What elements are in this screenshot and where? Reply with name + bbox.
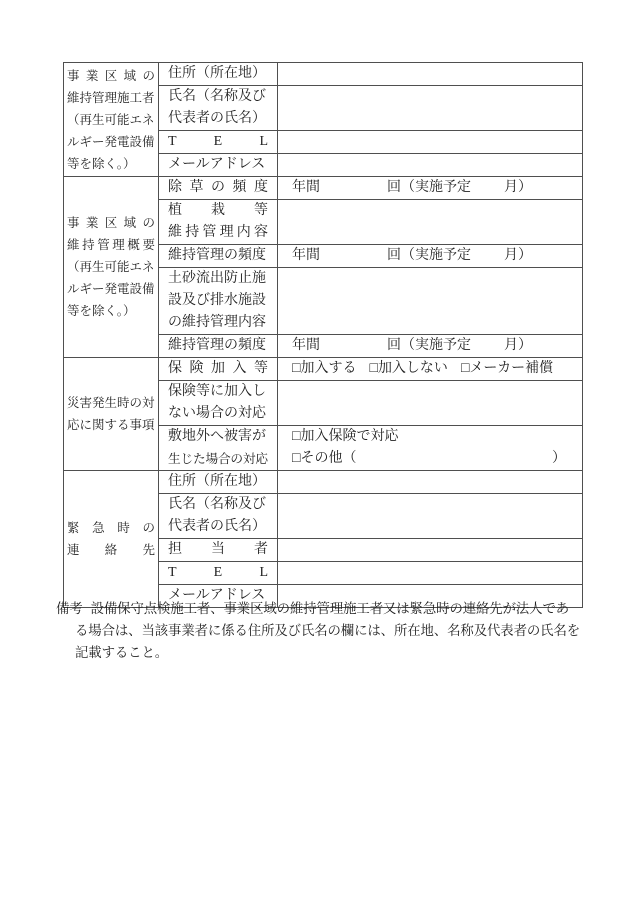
input-area-tel[interactable] (278, 562, 583, 585)
input-area-maintenance-frequency[interactable] (278, 245, 583, 268)
section-header-emergency-contact (64, 471, 159, 608)
input-area-email[interactable] (278, 154, 583, 177)
section-header-line: 事業区域の (67, 68, 155, 83)
section-header-line: （再生可能エネ (67, 260, 155, 274)
frequency-prefix: 年間 (292, 338, 320, 353)
frequency-suffix: 月） (504, 338, 532, 353)
input-area-sediment-drainage[interactable] (278, 268, 583, 335)
row-label-planting-maintenance: 植栽等 維持管理内容 (159, 200, 278, 245)
frequency-prefix: 年間 (292, 248, 320, 263)
input-area-tel[interactable] (278, 131, 583, 154)
section-header-line: 維持管理施工者 (67, 90, 155, 105)
row-label-offsite-damage-response: 敷地外へ被害が 生じた場合の対応 (159, 426, 278, 471)
insurance-option: □メーカー補償 (461, 358, 553, 380)
row-label-maintenance-frequency: 維持管理の頻度 (159, 245, 278, 268)
maintenance-form-table (63, 62, 583, 608)
section-header-line: 緊急時の (67, 521, 155, 535)
input-area-name[interactable] (278, 86, 583, 131)
remarks-note (56, 598, 596, 664)
row-label-tel: T E L (159, 562, 278, 585)
checkbox-icon[interactable]: □ (292, 429, 301, 444)
row-label-no-insurance-response: 保険等に加入し ない場合の対応 (159, 381, 278, 426)
section-header-disaster-response (64, 358, 159, 471)
offsite-option-other: □その他（ ） (278, 448, 582, 470)
checkbox-icon[interactable]: □ (292, 361, 301, 376)
row-label-tel: T E L (159, 131, 278, 154)
closing-paren: ） (552, 451, 566, 466)
section-header-line: ルギー発電設備 (67, 134, 155, 149)
row-label-weeding-frequency: 除草の頻度 (159, 177, 278, 200)
input-area-insurance[interactable] (278, 358, 583, 381)
note-label: 備考 (56, 601, 83, 616)
section-header-line: 災害発生時の対 (67, 396, 155, 410)
section-header-line: 維持管理概要 (67, 238, 155, 252)
note-line: る場合は、当該事業者に係る住所及び氏名の欄には、所在地、名称及代表者の氏名を (75, 623, 581, 638)
checkbox-icon[interactable]: □ (292, 451, 301, 466)
row-label-name: 氏名（名称及び 代表者の氏名） (159, 86, 278, 131)
section-header-maintenance-summary (64, 177, 159, 358)
section-header-line: （再生可能エネ (67, 112, 155, 127)
input-area-address[interactable] (278, 63, 583, 86)
frequency-prefix: 年間 (292, 180, 320, 195)
section-header-line: 連絡先 (67, 543, 155, 557)
row-label-address: 住所（所在地） (159, 63, 278, 86)
input-area-maintenance-frequency-2[interactable] (278, 335, 583, 358)
row-label-staff: 担当者 (159, 539, 278, 562)
section-header-line: 事業区域の (67, 216, 155, 230)
checkbox-icon[interactable]: □ (369, 361, 378, 376)
row-label-address: 住所（所在地） (159, 471, 278, 494)
section-header-line: 等を除く。） (67, 304, 136, 318)
row-label-maintenance-frequency-2: 維持管理の頻度 (159, 335, 278, 358)
note-line (56, 598, 596, 620)
section-header-maintenance-contractor (64, 63, 159, 177)
note-text: 設備保守点検施工者、事業区域の維持管理施工者又は緊急時の連絡先が法人であ (90, 601, 570, 616)
frequency-mid: 回（実施予定 (387, 338, 471, 353)
section-header-line: 応に関する事項 (67, 418, 155, 432)
row-label-insurance: 保険加入等 (159, 358, 278, 381)
note-line: 記載すること。 (75, 645, 169, 660)
insurance-option: □加入しない (369, 358, 447, 380)
row-label-email: メールアドレス (159, 585, 278, 608)
section-header-line: ルギー発電設備 (67, 282, 155, 296)
frequency-suffix: 月） (504, 180, 532, 195)
row-label-name: 氏名（名称及び 代表者の氏名） (159, 494, 278, 539)
insurance-option: □加入する (292, 358, 356, 380)
frequency-mid: 回（実施予定 (387, 248, 471, 263)
row-label-email: メールアドレス (159, 154, 278, 177)
checkbox-icon[interactable]: □ (460, 361, 470, 376)
input-area-staff[interactable] (278, 539, 583, 562)
offsite-option-insurance: □加入保険で対応 (278, 426, 582, 448)
input-area-no-insurance-response[interactable] (278, 381, 583, 426)
row-label-sediment-drainage: 土砂流出防止施 設及び排水施設 の維持管理内容 (159, 268, 278, 335)
input-area-name[interactable] (278, 494, 583, 539)
frequency-suffix: 月） (504, 248, 532, 263)
frequency-mid: 回（実施予定 (387, 180, 471, 195)
input-area-weeding-frequency[interactable] (278, 177, 583, 200)
input-area-offsite-damage-response[interactable] (278, 426, 583, 471)
input-area-planting-maintenance[interactable] (278, 200, 583, 245)
section-header-line: 等を除く。） (67, 156, 136, 171)
input-area-address[interactable] (278, 471, 583, 494)
